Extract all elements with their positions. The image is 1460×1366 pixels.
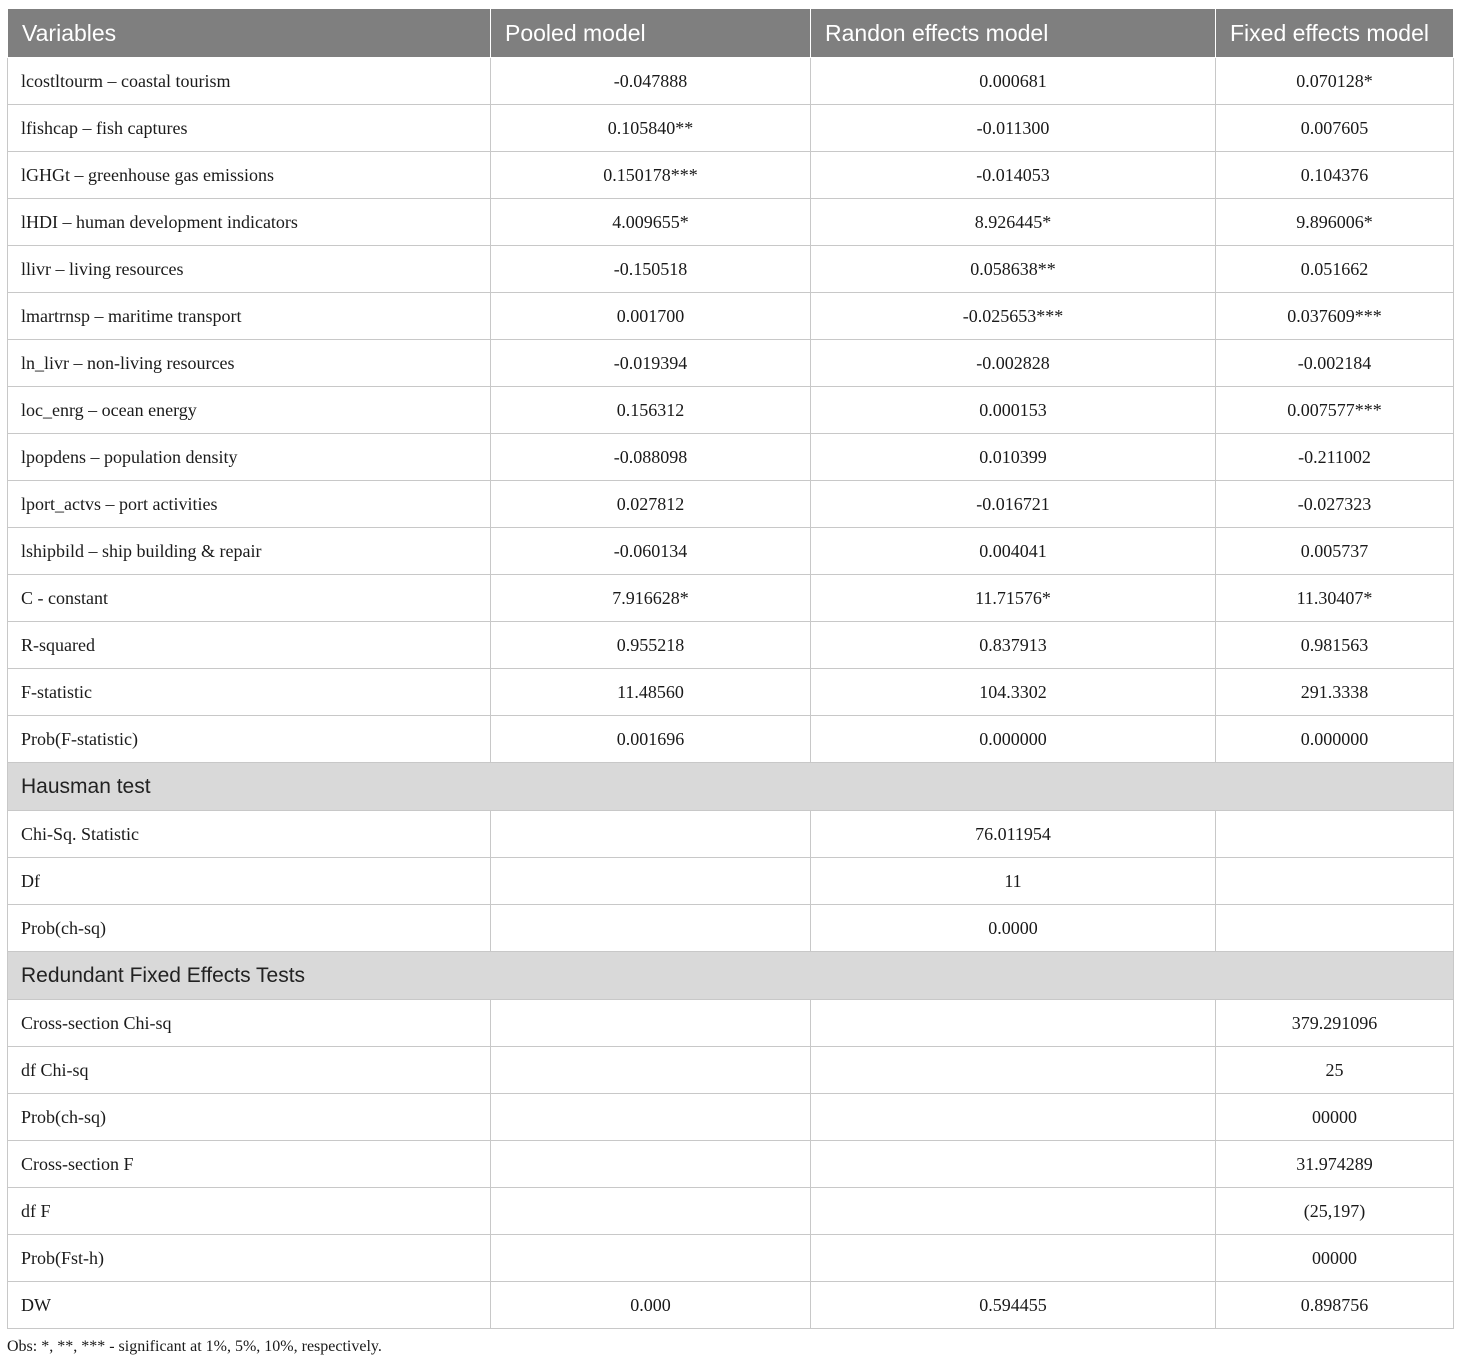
pooled-cell bbox=[491, 858, 811, 905]
random-cell: 104.3302 bbox=[811, 669, 1216, 716]
table-row bbox=[8, 1000, 1454, 1047]
fixed-cell: 0.007577*** bbox=[1216, 387, 1454, 434]
table-row bbox=[8, 811, 1454, 858]
variable-cell: lGHGt – greenhouse gas emissions bbox=[8, 152, 491, 199]
table-row bbox=[8, 246, 1454, 293]
table-row bbox=[8, 1282, 1454, 1329]
table-row bbox=[8, 387, 1454, 434]
random-cell: 0.058638** bbox=[811, 246, 1216, 293]
random-cell: 0.010399 bbox=[811, 434, 1216, 481]
fixed-cell: 0.070128* bbox=[1216, 58, 1454, 105]
random-cell bbox=[811, 1235, 1216, 1282]
pooled-cell: 0.001700 bbox=[491, 293, 811, 340]
fixed-cell: 31.974289 bbox=[1216, 1141, 1454, 1188]
fixed-cell: 0.007605 bbox=[1216, 105, 1454, 152]
pooled-cell bbox=[491, 905, 811, 952]
random-cell: -0.025653*** bbox=[811, 293, 1216, 340]
regression-results-table bbox=[7, 8, 1454, 1329]
fixed-cell bbox=[1216, 858, 1454, 905]
random-cell: 0.837913 bbox=[811, 622, 1216, 669]
table-row bbox=[8, 1188, 1454, 1235]
pooled-cell: -0.150518 bbox=[491, 246, 811, 293]
pooled-cell bbox=[491, 1047, 811, 1094]
variable-cell: Df bbox=[8, 858, 491, 905]
pooled-cell: 7.916628* bbox=[491, 575, 811, 622]
pooled-cell: -0.060134 bbox=[491, 528, 811, 575]
random-cell: 0.004041 bbox=[811, 528, 1216, 575]
table-row bbox=[8, 1235, 1454, 1282]
fixed-cell: 0.104376 bbox=[1216, 152, 1454, 199]
variable-cell: Prob(Fst-h) bbox=[8, 1235, 491, 1282]
table-row bbox=[8, 528, 1454, 575]
fixed-cell: 9.896006* bbox=[1216, 199, 1454, 246]
fixed-cell: 00000 bbox=[1216, 1235, 1454, 1282]
variable-cell: lmartrnsp – maritime transport bbox=[8, 293, 491, 340]
pooled-cell bbox=[491, 1235, 811, 1282]
pooled-cell: 0.955218 bbox=[491, 622, 811, 669]
random-cell: 0.000681 bbox=[811, 58, 1216, 105]
pooled-cell: 0.156312 bbox=[491, 387, 811, 434]
table-row bbox=[8, 340, 1454, 387]
column-header-random: Randon effects model bbox=[811, 9, 1216, 58]
column-header-fixed: Fixed effects model bbox=[1216, 9, 1454, 58]
random-cell: 76.011954 bbox=[811, 811, 1216, 858]
random-cell bbox=[811, 1000, 1216, 1047]
section-header-hausman bbox=[8, 763, 1454, 811]
variable-cell: df Chi-sq bbox=[8, 1047, 491, 1094]
table-row bbox=[8, 105, 1454, 152]
random-cell bbox=[811, 1188, 1216, 1235]
pooled-cell: 0.105840** bbox=[491, 105, 811, 152]
pooled-cell: 0.001696 bbox=[491, 716, 811, 763]
fixed-cell: 25 bbox=[1216, 1047, 1454, 1094]
variable-cell: lfishcap – fish captures bbox=[8, 105, 491, 152]
variable-cell: ln_livr – non-living resources bbox=[8, 340, 491, 387]
variable-cell: llivr – living resources bbox=[8, 246, 491, 293]
table-row bbox=[8, 716, 1454, 763]
variable-cell: Prob(F-statistic) bbox=[8, 716, 491, 763]
table-header-row bbox=[8, 9, 1454, 58]
table-row bbox=[8, 199, 1454, 246]
variable-cell: DW bbox=[8, 1282, 491, 1329]
fixed-cell: (25,197) bbox=[1216, 1188, 1454, 1235]
random-cell: 8.926445* bbox=[811, 199, 1216, 246]
variable-cell: lHDI – human development indicators bbox=[8, 199, 491, 246]
fixed-cell: 0.051662 bbox=[1216, 246, 1454, 293]
table-footnote: Obs: *, **, *** - significant at 1%, 5%, 10%, respectively. bbox=[7, 1338, 382, 1355]
variable-cell: Chi-Sq. Statistic bbox=[8, 811, 491, 858]
variable-cell: loc_enrg – ocean energy bbox=[8, 387, 491, 434]
column-header-pooled: Pooled model bbox=[491, 9, 811, 58]
variable-cell: Prob(ch-sq) bbox=[8, 1094, 491, 1141]
fixed-cell: 0.000000 bbox=[1216, 716, 1454, 763]
fixed-cell: 0.037609*** bbox=[1216, 293, 1454, 340]
pooled-cell: -0.088098 bbox=[491, 434, 811, 481]
regression-table-container bbox=[7, 8, 1453, 1329]
table-row bbox=[8, 905, 1454, 952]
section-title-hausman: Hausman test bbox=[8, 763, 1454, 811]
variable-cell: df F bbox=[8, 1188, 491, 1235]
table-row bbox=[8, 481, 1454, 528]
random-cell bbox=[811, 1047, 1216, 1094]
pooled-cell bbox=[491, 1000, 811, 1047]
fixed-cell: -0.027323 bbox=[1216, 481, 1454, 528]
table-row bbox=[8, 1047, 1454, 1094]
pooled-cell: 0.150178*** bbox=[491, 152, 811, 199]
fixed-cell: -0.002184 bbox=[1216, 340, 1454, 387]
pooled-cell bbox=[491, 1188, 811, 1235]
random-cell: 0.000153 bbox=[811, 387, 1216, 434]
random-cell: 0.000000 bbox=[811, 716, 1216, 763]
table-row bbox=[8, 669, 1454, 716]
variable-cell: Cross-section F bbox=[8, 1141, 491, 1188]
table-row bbox=[8, 622, 1454, 669]
variable-cell: F-statistic bbox=[8, 669, 491, 716]
pooled-cell: 0.000 bbox=[491, 1282, 811, 1329]
fixed-cell: 00000 bbox=[1216, 1094, 1454, 1141]
table-row bbox=[8, 152, 1454, 199]
variable-cell: lcostltourm – coastal tourism bbox=[8, 58, 491, 105]
random-cell: 0.594455 bbox=[811, 1282, 1216, 1329]
table-row bbox=[8, 58, 1454, 105]
variable-cell: Cross-section Chi-sq bbox=[8, 1000, 491, 1047]
random-cell bbox=[811, 1094, 1216, 1141]
random-cell bbox=[811, 1141, 1216, 1188]
fixed-cell: 11.30407* bbox=[1216, 575, 1454, 622]
fixed-cell bbox=[1216, 905, 1454, 952]
table-row bbox=[8, 1094, 1454, 1141]
variable-cell: lport_actvs – port activities bbox=[8, 481, 491, 528]
fixed-cell bbox=[1216, 811, 1454, 858]
fixed-cell: 0.005737 bbox=[1216, 528, 1454, 575]
table-row bbox=[8, 858, 1454, 905]
fixed-cell: -0.211002 bbox=[1216, 434, 1454, 481]
table-row bbox=[8, 434, 1454, 481]
pooled-cell: -0.019394 bbox=[491, 340, 811, 387]
random-cell: 11.71576* bbox=[811, 575, 1216, 622]
fixed-cell: 291.3338 bbox=[1216, 669, 1454, 716]
fixed-cell: 0.898756 bbox=[1216, 1282, 1454, 1329]
pooled-cell: -0.047888 bbox=[491, 58, 811, 105]
random-cell: -0.014053 bbox=[811, 152, 1216, 199]
variable-cell: R-squared bbox=[8, 622, 491, 669]
variable-cell: lpopdens – population density bbox=[8, 434, 491, 481]
pooled-cell bbox=[491, 1094, 811, 1141]
pooled-cell: 0.027812 bbox=[491, 481, 811, 528]
variable-cell: Prob(ch-sq) bbox=[8, 905, 491, 952]
random-cell: -0.011300 bbox=[811, 105, 1216, 152]
variable-cell: lshipbild – ship building & repair bbox=[8, 528, 491, 575]
random-cell: 0.0000 bbox=[811, 905, 1216, 952]
table-row bbox=[8, 1141, 1454, 1188]
pooled-cell bbox=[491, 811, 811, 858]
variable-cell: C - constant bbox=[8, 575, 491, 622]
random-cell: -0.002828 bbox=[811, 340, 1216, 387]
pooled-cell: 4.009655* bbox=[491, 199, 811, 246]
pooled-cell bbox=[491, 1141, 811, 1188]
section-header-redundant bbox=[8, 952, 1454, 1000]
table-row bbox=[8, 575, 1454, 622]
random-cell: -0.016721 bbox=[811, 481, 1216, 528]
fixed-cell: 379.291096 bbox=[1216, 1000, 1454, 1047]
column-header-variables: Variables bbox=[8, 9, 491, 58]
pooled-cell: 11.48560 bbox=[491, 669, 811, 716]
fixed-cell: 0.981563 bbox=[1216, 622, 1454, 669]
section-title-redundant: Redundant Fixed Effects Tests bbox=[8, 952, 1454, 1000]
random-cell: 11 bbox=[811, 858, 1216, 905]
table-row bbox=[8, 293, 1454, 340]
